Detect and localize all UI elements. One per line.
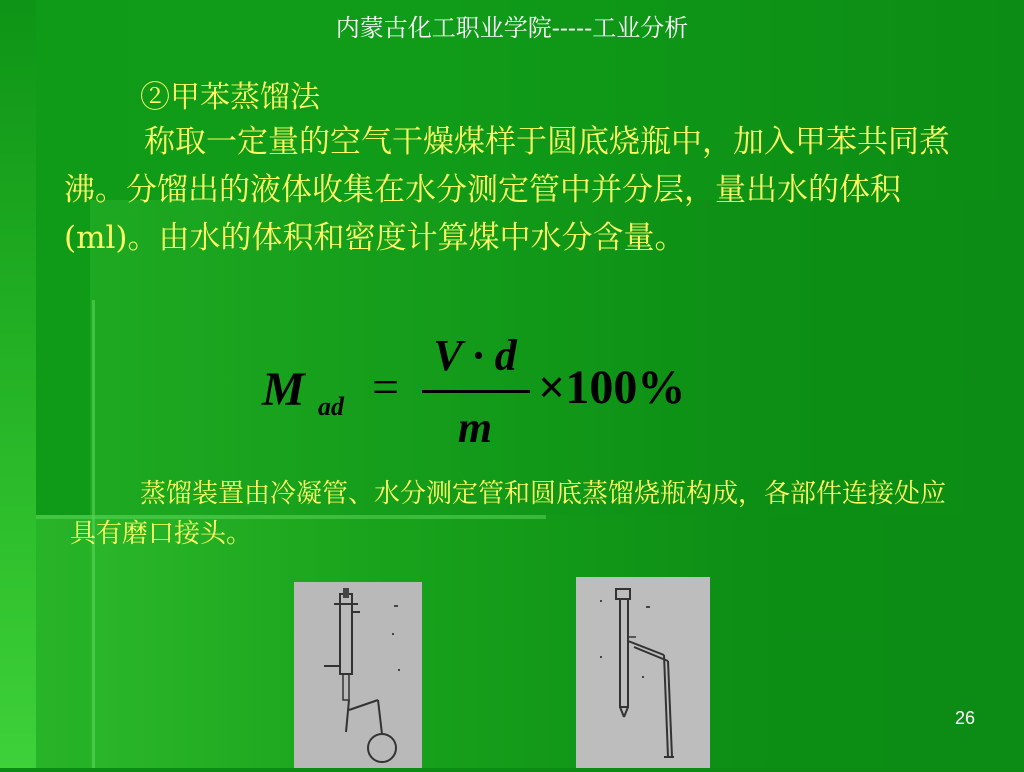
distillation-apparatus-image (294, 582, 422, 768)
formula-lhs: M (262, 363, 305, 416)
fraction-bar (422, 390, 530, 393)
page-number: 26 (955, 708, 976, 728)
moisture-formula (262, 330, 732, 450)
method-paragraph: 称取一定量的空气干燥煤样于圆底烧瓶中，加入甲苯共同煮沸。分馏出的液体收集在水分测定管中并分层，量出水的体积(ml)。由水的体积和密度计算煤中水分含量。 (64, 124, 950, 256)
moisture-tube-image (576, 577, 710, 768)
formula-denominator: m (457, 403, 493, 452)
formula-multiplier: ×100% (538, 361, 686, 414)
formula-numerator: V · d (433, 331, 517, 380)
slide-header: 内蒙古化工职业学院-----工业分析 (335, 14, 689, 42)
section-heading: ②甲苯蒸馏法 (140, 80, 320, 115)
formula-equals: = (372, 361, 400, 414)
apparatus-note: 蒸馏装置由冷凝管、水分测定管和圆底蒸馏烧瓶构成，各部件连接处应具有磨口接头。 (70, 479, 947, 549)
left-gradient-bar (0, 0, 36, 768)
formula-subscript: ad (318, 392, 344, 421)
